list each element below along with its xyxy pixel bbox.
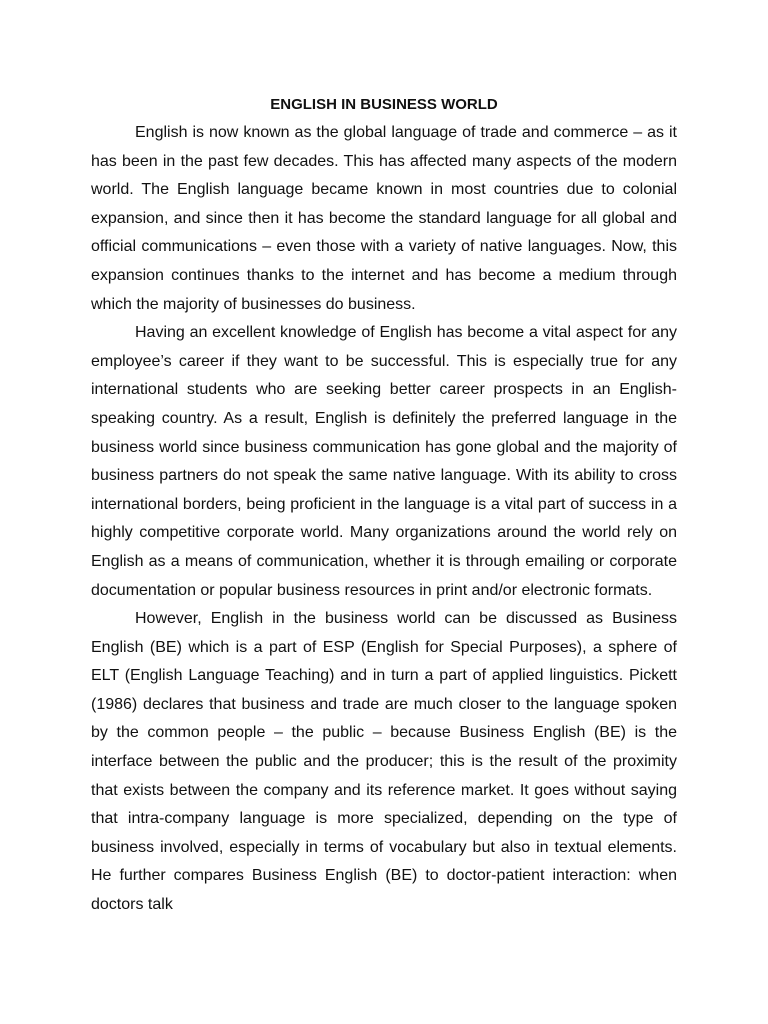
paragraph-3: However, English in the business world can be discussed as Business English (BE) which is a part of ESP (English for Special Purposes), a sphere of ELT (English Language Teaching) and in turn a part of applied linguistics. Pickett (1986) declares that business and trade are much closer to the language spoken by the common people – the public – because Business English (BE) is the interface between the public and the producer; this is the result of the proximity that exists between the company and its reference market. It goes without saying that intra-company language is more specialized, depending on the type of business involved, especially in terms of vocabulary but also in textual elements. He further compares Business English (BE) to doctor-patient interaction: when doctors talk [91, 610, 677, 914]
paragraph-2: Having an excellent knowledge of English has become a vital aspect for any employee’s career if they want to be successful. This is especially true for any international students who are seeking better career prospects in an English-speaking country. As a result, English is definitely the preferred language in the business world since business communication has gone global and the majority of business partners do not speak the same native language. With its ability to cross international borders, being proficient in the language is a vital part of success in a highly competitive corporate world. Many organizations around the world rely on English as a means of communication, whether it is through emailing or corporate documentation or popular business resources in print and/or electronic formats. [91, 324, 677, 599]
document-title: ENGLISH IN BUSINESS WORLD [270, 96, 498, 113]
paragraph-1: English is now known as the global language of trade and commerce – as it has been in the past few decades. This has affected many aspects of the modern world. The English language became known in most countries due to colonial expansion, and since then it has become the standard language for all global and official communications – even those with a variety of native languages. Now, this expansion continues thanks to the internet and has become a medium through which the majority of businesses do business. [91, 124, 677, 313]
document-body [91, 93, 677, 920]
